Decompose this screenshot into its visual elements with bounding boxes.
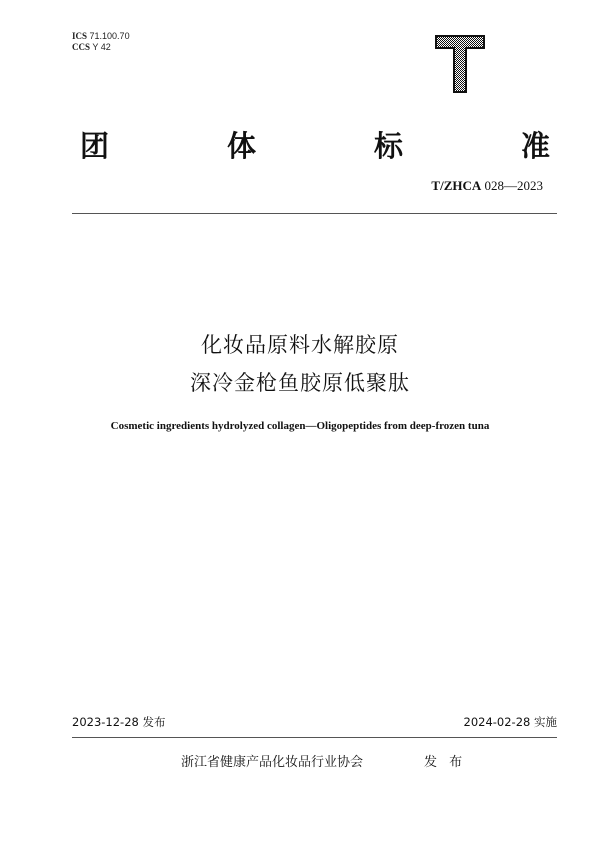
standard-code-prefix: T/ZHCA — [431, 178, 482, 193]
title-cn-line2: 深冷金枪鱼胶原低聚肽 — [190, 371, 410, 395]
group-standard-t-logo — [434, 34, 486, 94]
standard-type-char: 体 — [226, 129, 256, 163]
issue-date: 2023-12-28 发布 — [72, 715, 166, 729]
standard-type-heading — [80, 124, 550, 165]
standard-type-char: 准 — [520, 129, 550, 163]
ics-code: 71.100.70 — [89, 31, 130, 41]
t-logo-icon — [434, 34, 486, 94]
title-en: Cosmetic ingredients hydrolyzed collagen—Oligopeptides from deep-frozen tuna — [110, 420, 490, 432]
ccs-line — [72, 42, 130, 53]
implement-date: 2024-02-28 实施 — [463, 715, 557, 729]
title-cn-line1: 化妆品原料水解胶原 — [201, 333, 399, 357]
publisher-name: 浙江省健康产品化妆品行业协会 — [181, 755, 364, 770]
standard-type-char: 标 — [373, 129, 403, 163]
standard-code-number: 028—2023 — [484, 178, 543, 193]
bottom-divider — [72, 737, 557, 738]
ccs-code: Y 42 — [92, 42, 111, 52]
standard-type-char: 团 — [80, 129, 110, 163]
ics-label: ICS — [72, 31, 88, 41]
publish-label: 发 布 — [424, 755, 467, 770]
ics-line — [72, 31, 130, 42]
standard-code — [431, 178, 543, 194]
top-divider — [72, 213, 557, 214]
classification-codes — [72, 31, 130, 53]
ccs-label: CCS — [72, 42, 91, 52]
